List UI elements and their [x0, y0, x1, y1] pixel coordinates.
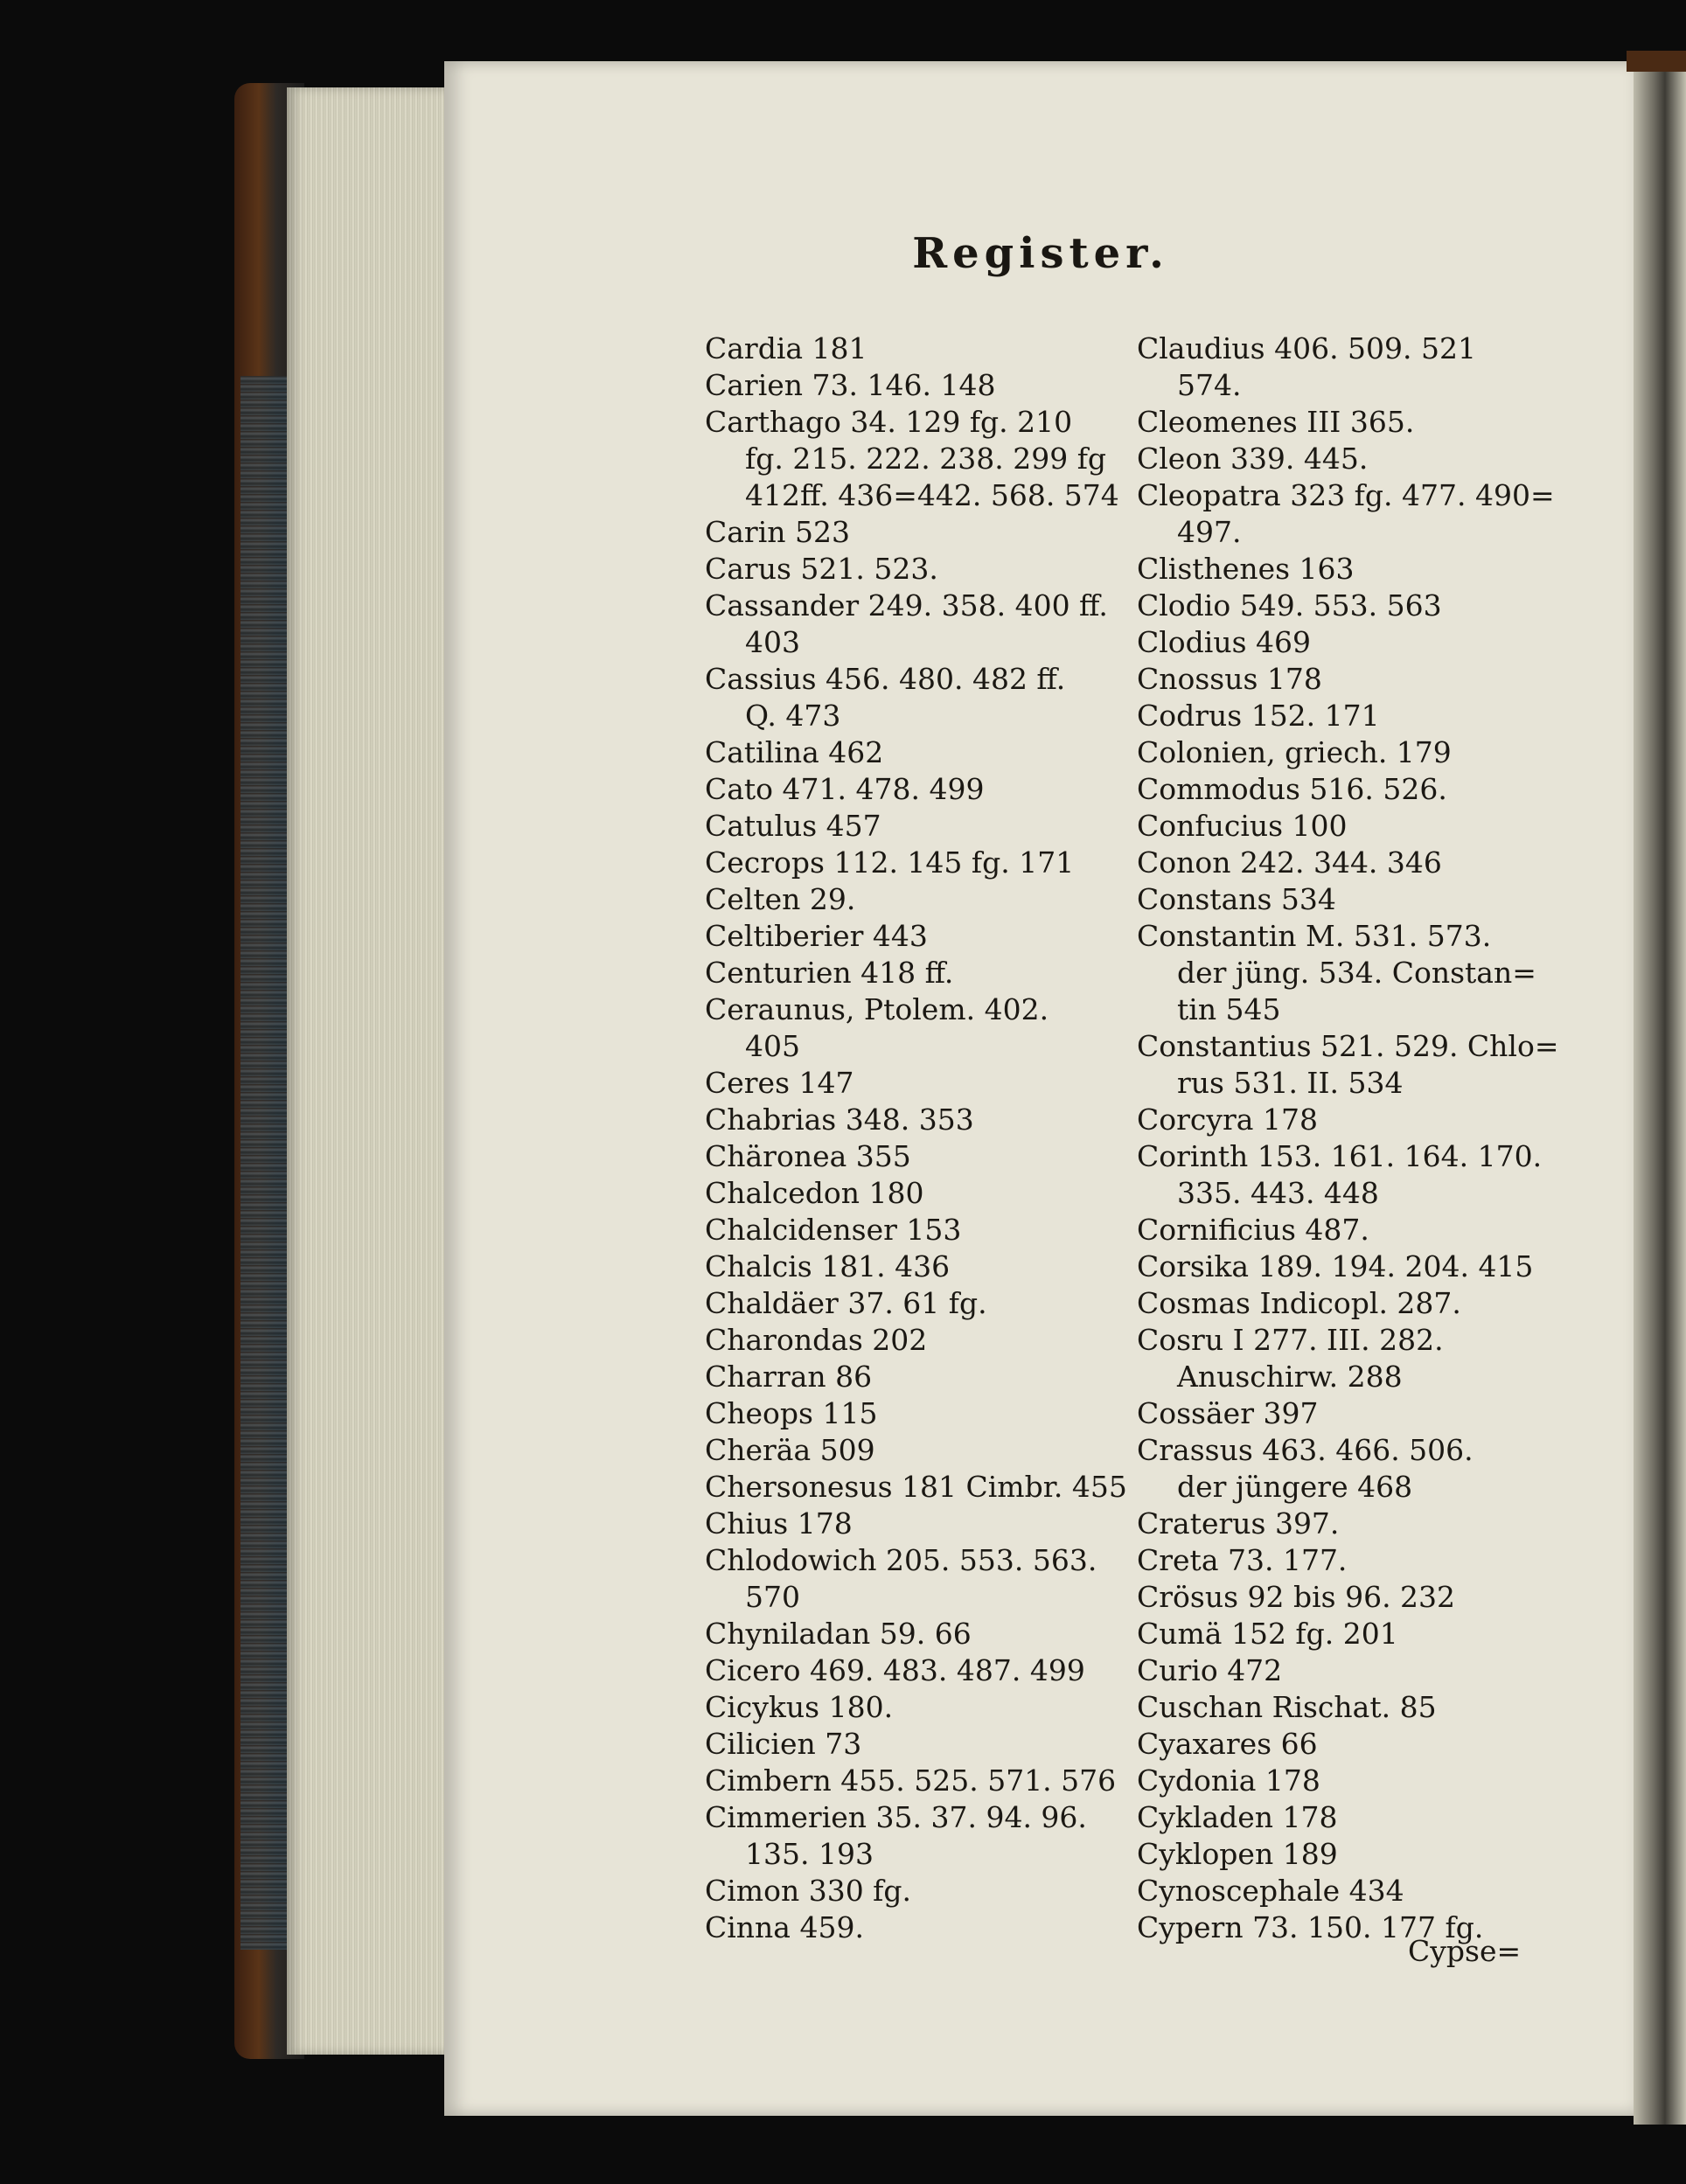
index-entry: Conon 242. 344. 346 [1137, 845, 1442, 880]
index-entry: Chalcedon 180 [705, 1176, 924, 1210]
index-entry: Cumä 152 fg. 201 [1137, 1617, 1398, 1651]
index-entry-continuation: 570 [745, 1580, 800, 1614]
index-entry: Chius 178 [705, 1506, 853, 1541]
index-entry: Cleomenes III 365. [1137, 405, 1415, 439]
index-entry: Ceres 147 [705, 1066, 854, 1100]
index-entry: Cimon 330 fg. [705, 1874, 912, 1908]
index-entry: Centurien 418 ff. [705, 956, 954, 990]
index-entry-continuation: 497. [1177, 515, 1242, 549]
index-entry: Cimmerien 35. 37. 94. 96. [705, 1800, 1087, 1834]
index-column-left [705, 330, 1127, 1946]
index-entry: Cnossus 178 [1137, 662, 1322, 696]
index-entry: Chersonesus 181 Cimbr. 455 [705, 1470, 1127, 1504]
index-entry: Cydonia 178 [1137, 1763, 1320, 1798]
catchword: Cypse= [1408, 1934, 1522, 1968]
index-entry: Cheops 115 [705, 1396, 878, 1430]
index-entry: Carus 521. 523. [705, 552, 938, 586]
index-entry: Cyklopen 189 [1137, 1837, 1338, 1871]
index-entry: Cypern 73. 150. 177 fg. [1137, 1910, 1484, 1944]
index-entry-continuation: 335. 443. 448 [1177, 1176, 1379, 1210]
index-entry: Codrus 152. 171 [1137, 699, 1380, 733]
index-entry: Chaldäer 37. 61 fg. [705, 1286, 987, 1320]
index-entry: Craterus 397. [1137, 1506, 1340, 1541]
cover-marbling [240, 376, 291, 1950]
index-entry: Cardia 181 [705, 331, 867, 365]
index-entry: Corinth 153. 161. 164. 170. [1137, 1139, 1543, 1173]
index-entry: Corsika 189. 194. 204. 415 [1137, 1249, 1534, 1283]
index-entry: Cassander 249. 358. 400 ff. [705, 588, 1108, 623]
index-entry: Cato 471. 478. 499 [705, 772, 985, 806]
index-entry: Catulus 457 [705, 809, 881, 843]
index-entry-continuation: 135. 193 [745, 1837, 874, 1871]
index-entry-continuation: 403 [745, 625, 800, 659]
index-entry: Cinna 459. [705, 1910, 864, 1944]
page-edges [287, 87, 453, 2055]
index-entry: Charran 86 [705, 1360, 873, 1394]
index-entry: Chabrias 348. 353 [705, 1102, 974, 1137]
index-entry: Cleopatra 323 fg. 477. 490= [1137, 478, 1555, 512]
index-entry: Constantin M. 531. 573. [1137, 919, 1492, 953]
index-entry: Chlodowich 205. 553. 563. [705, 1543, 1097, 1577]
index-entry: Crassus 463. 466. 506. [1137, 1433, 1474, 1467]
index-entry: Clisthenes 163 [1137, 552, 1355, 586]
index-entry: Chäronea 355 [705, 1139, 911, 1173]
index-entry: Clodius 469 [1137, 625, 1312, 659]
index-entry: Carien 73. 146. 148 [705, 368, 996, 402]
index-entry: Commodus 516. 526. [1137, 772, 1447, 806]
book-gutter [1634, 52, 1686, 2125]
index-entry: Chalcidenser 153 [705, 1213, 962, 1247]
index-entry: Clodio 549. 553. 563 [1137, 588, 1442, 623]
index-entry: Carthago 34. 129 fg. 210 [705, 405, 1073, 439]
index-entry: Constans 534 [1137, 882, 1336, 916]
index-entry: Corcyra 178 [1137, 1102, 1318, 1137]
book-top-edge [1627, 51, 1686, 72]
index-entry: Cykladen 178 [1137, 1800, 1338, 1834]
index-entry-continuation: fg. 215. 222. 238. 299 fg [745, 442, 1107, 476]
index-entry: Cheräa 509 [705, 1433, 875, 1467]
index-entry: Cynoscephale 434 [1137, 1874, 1404, 1908]
index-entry: Ceraunus, Ptolem. 402. [705, 992, 1049, 1026]
index-entry: Cicero 469. 483. 487. 499 [705, 1653, 1085, 1687]
index-entry: Claudius 406. 509. 521 [1137, 331, 1477, 365]
index-entry: Crösus 92 bis 96. 232 [1137, 1580, 1456, 1614]
index-entry: Cosru I 277. III. 282. [1137, 1323, 1444, 1357]
index-entry-continuation: der jüng. 534. Constan= [1177, 956, 1536, 990]
index-entry: Charondas 202 [705, 1323, 928, 1357]
index-entry: Cosmas Indicopl. 287. [1137, 1286, 1461, 1320]
index-entry: Chyniladan 59. 66 [705, 1617, 972, 1651]
index-entry: Cimbern 455. 525. 571. 576 [705, 1763, 1117, 1798]
index-entry-continuation: rus 531. II. 534 [1177, 1066, 1404, 1100]
index-entry-continuation: Anuschirw. 288 [1177, 1360, 1403, 1394]
index-entry: Cornificius 487. [1137, 1213, 1369, 1247]
index-entry: Carin 523 [705, 515, 850, 549]
index-entry: Celten 29. [705, 882, 856, 916]
index-entry: Cossäer 397 [1137, 1396, 1319, 1430]
index-column-right [1137, 330, 1557, 1946]
page-title: Register. [912, 229, 1169, 278]
index-entry: Cuschan Rischat. 85 [1137, 1690, 1437, 1724]
index-entry: Chalcis 181. 436 [705, 1249, 951, 1283]
index-entry: Cilicien 73 [705, 1727, 862, 1761]
index-entry: Creta 73. 177. [1137, 1543, 1348, 1577]
index-entry-continuation: 412ff. 436=442. 568. 574 [745, 478, 1119, 512]
index-entry: Cicykus 180. [705, 1690, 894, 1724]
index-entry: Celtiberier 443 [705, 919, 928, 953]
index-entry-continuation: 405 [745, 1029, 800, 1063]
index-entry: Cleon 339. 445. [1137, 442, 1369, 476]
index-entry-continuation: 574. [1177, 368, 1242, 402]
index-entry-continuation: tin 545 [1177, 992, 1281, 1026]
index-entry: Constantius 521. 529. Chlo= [1137, 1029, 1559, 1063]
index-entry-continuation: der jüngere 468 [1177, 1470, 1413, 1504]
index-entry-continuation: Q. 473 [745, 699, 841, 733]
index-entry: Confucius 100 [1137, 809, 1348, 843]
index-entry: Cecrops 112. 145 fg. 171 [705, 845, 1075, 880]
index-entry: Catilina 462 [705, 735, 884, 769]
index-entry: Cyaxares 66 [1137, 1727, 1318, 1761]
index-entry: Cassius 456. 480. 482 ff. [705, 662, 1066, 696]
index-entry: Curio 472 [1137, 1653, 1283, 1687]
index-entry: Colonien, griech. 179 [1137, 735, 1452, 769]
